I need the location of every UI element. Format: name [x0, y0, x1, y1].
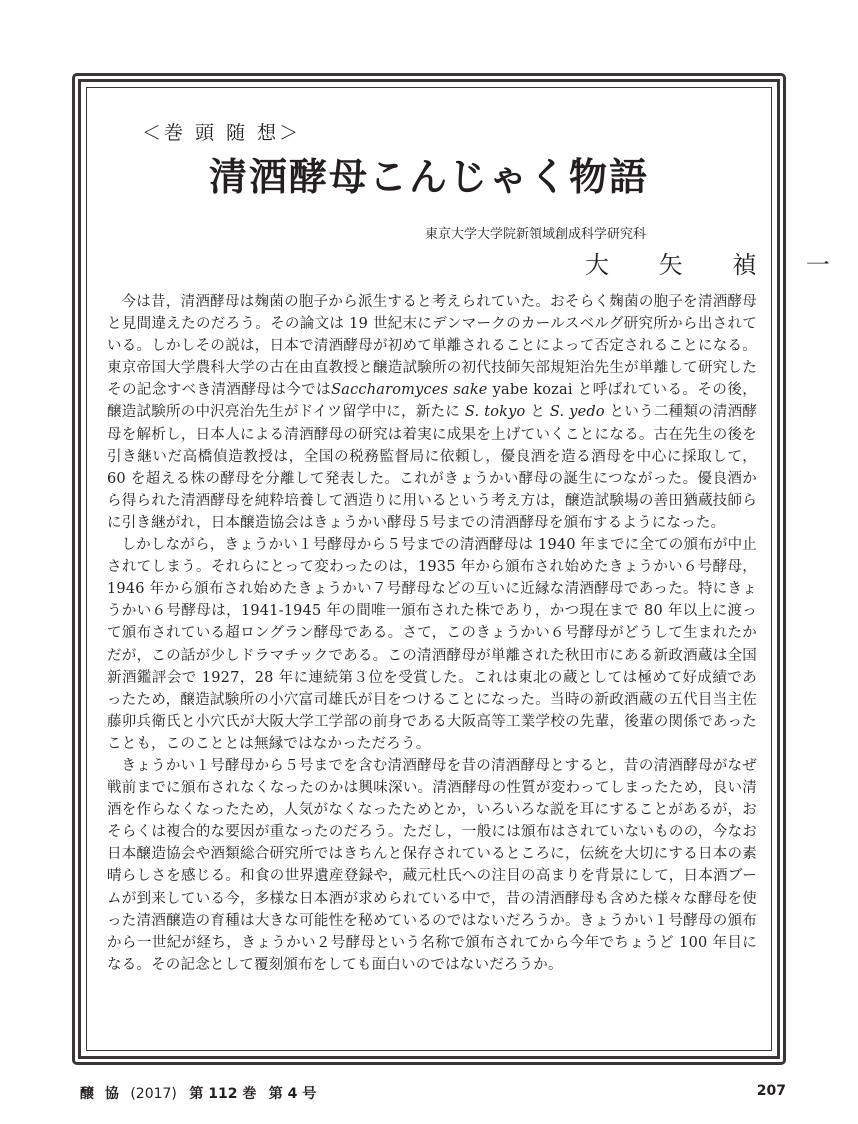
species-name: Saccharomyces sake [331, 382, 488, 399]
article-title: 清酒酵母こんじゃく物語 [208, 154, 649, 199]
journal-volume: 第 112 巻 [189, 1086, 257, 1102]
journal-citation [80, 1083, 316, 1103]
paragraph-2: しかしながら，きょうかい１号酵母から５号までの清酒酵母は 1940 年までに全ての頒布が中止されてしまう。それらにとって変わったのは，1935 年から頒布され始めたきょうかい６号酵母，1946 年から頒布され始めたきょうかい７号酵母などの互いに近縁な清酒酵母であった。特にきょうかい６号酵母は，1941-1945 年の間唯一頒布された株であり，かつ現在まで 80 年以上に渡って頒布されている超ロングラン酵母である。さて，このきょうかい６号酵母がどうして生まれたかだが，この話が少しドラマチックである。この清酒酵母が単離された秋田市にある新政酒蔵は全国新酒鑑評会で 1927，28 年に連続第３位を受賞した。これは東北の蔵としては極めて好成績であったため，醸造試験所の小穴富司雄氏が目をつけることになった。当時の新政酒蔵の五代目当主佐藤卯兵衛氏と小穴氏が大阪大学工学部の前身である大阪高等工業学校の先輩，後輩の関係であったことも，このこととは無縁ではなかっただろう。 [107, 537, 757, 752]
paragraph-1: 今は昔，清酒酵母は麹菌の胞子から派生すると考えられていた。おそらく麹菌の胞子を清酒酵母と見間違えたのだろう。その論文は 19 世紀末にデンマークのカールスベルグ研究所から出されている。しかしその説は，日本で清酒酵母が初めて単離されることによって否定されることになる。東京帝国大学農科大学の古在由直教授と醸造試験所の初代技師矢部規矩治先生が単離して研究したその記念すべき清酒酵母は今ではSaccharomyces sake yabe kozai と呼ばれている。その後，醸造試験所の中沢亮治先生がドイツ留学中に，新たに S. tokyo と S. yedo という二種類の清酒酵母を解析し，日本人による清酒酵母の研究は着実に成果を上げていくことになる。古在先生の後を引き継いだ高橋偵造教授は，全国の税務監督局に依頼し，優良酒を造る酒母を中心に採取して，60 を超える株の酵母を分離して発表した。これがきょうかい酵母の誕生につながった。優良酒から得られた清酒酵母を純粋培養して酒造りに用いるという考え方は，醸造試験場の善田猶蔵技師らに引き継がれ，日本醸造協会はきょうかい酵母５号までの清酒酵母を頒布するようになった。 [107, 294, 758, 531]
journal-name: 醸 協 [80, 1086, 122, 1102]
author-name: 大 矢 禎 一 [585, 251, 851, 279]
paragraph-3: きょうかい１号酵母から５号までを含む清酒酵母を昔の清酒酵母とすると，昔の清酒酵母がなぜ戦前までに頒布されなくなったのかは興味深い。清酒酵母の性質が変わってしまったため，良い清酒を作らなくなったため，人気がなくなったためとか，いろいろな説を耳にすることがあるが，おそらくは複合的な要因が重なったのだろう。ただし，一般には頒布はされていないものの，今なお日本醸造協会や酒類総合研究所ではきちんと保存されているところに，伝統を大切にする日本の素晴らしさを感じる。和食の世界遺産登録や，蔵元杜氏への注目の高まりを背景にして，日本酒ブームが到来している今，多様な日本酒が求められている中で，昔の清酒酵母も含めた様々な酵母を使った清酒醸造の育種は大きな可能性を秘めているのではないだろうか。きょうかい１号酵母の頒布から一世紀が経ち，きょうかい２号酵母という名称で頒布されてから今年でちょうど 100 年目になる。その記念として覆刻頒布をしても面白いのではないだろうか。 [107, 757, 757, 973]
series-label: ＜巻 頭 随 想＞ [142, 122, 302, 144]
species-name: S. yedo [549, 404, 605, 421]
journal-issue: 第 4 号 [268, 1086, 317, 1102]
page-number: 207 [756, 1083, 786, 1099]
author-affiliation: 東京大学大学院新領域創成科学研究科 [425, 227, 647, 242]
journal-year: (2017) [130, 1086, 177, 1102]
article-body [107, 291, 757, 976]
species-name: S. tokyo [464, 404, 526, 421]
